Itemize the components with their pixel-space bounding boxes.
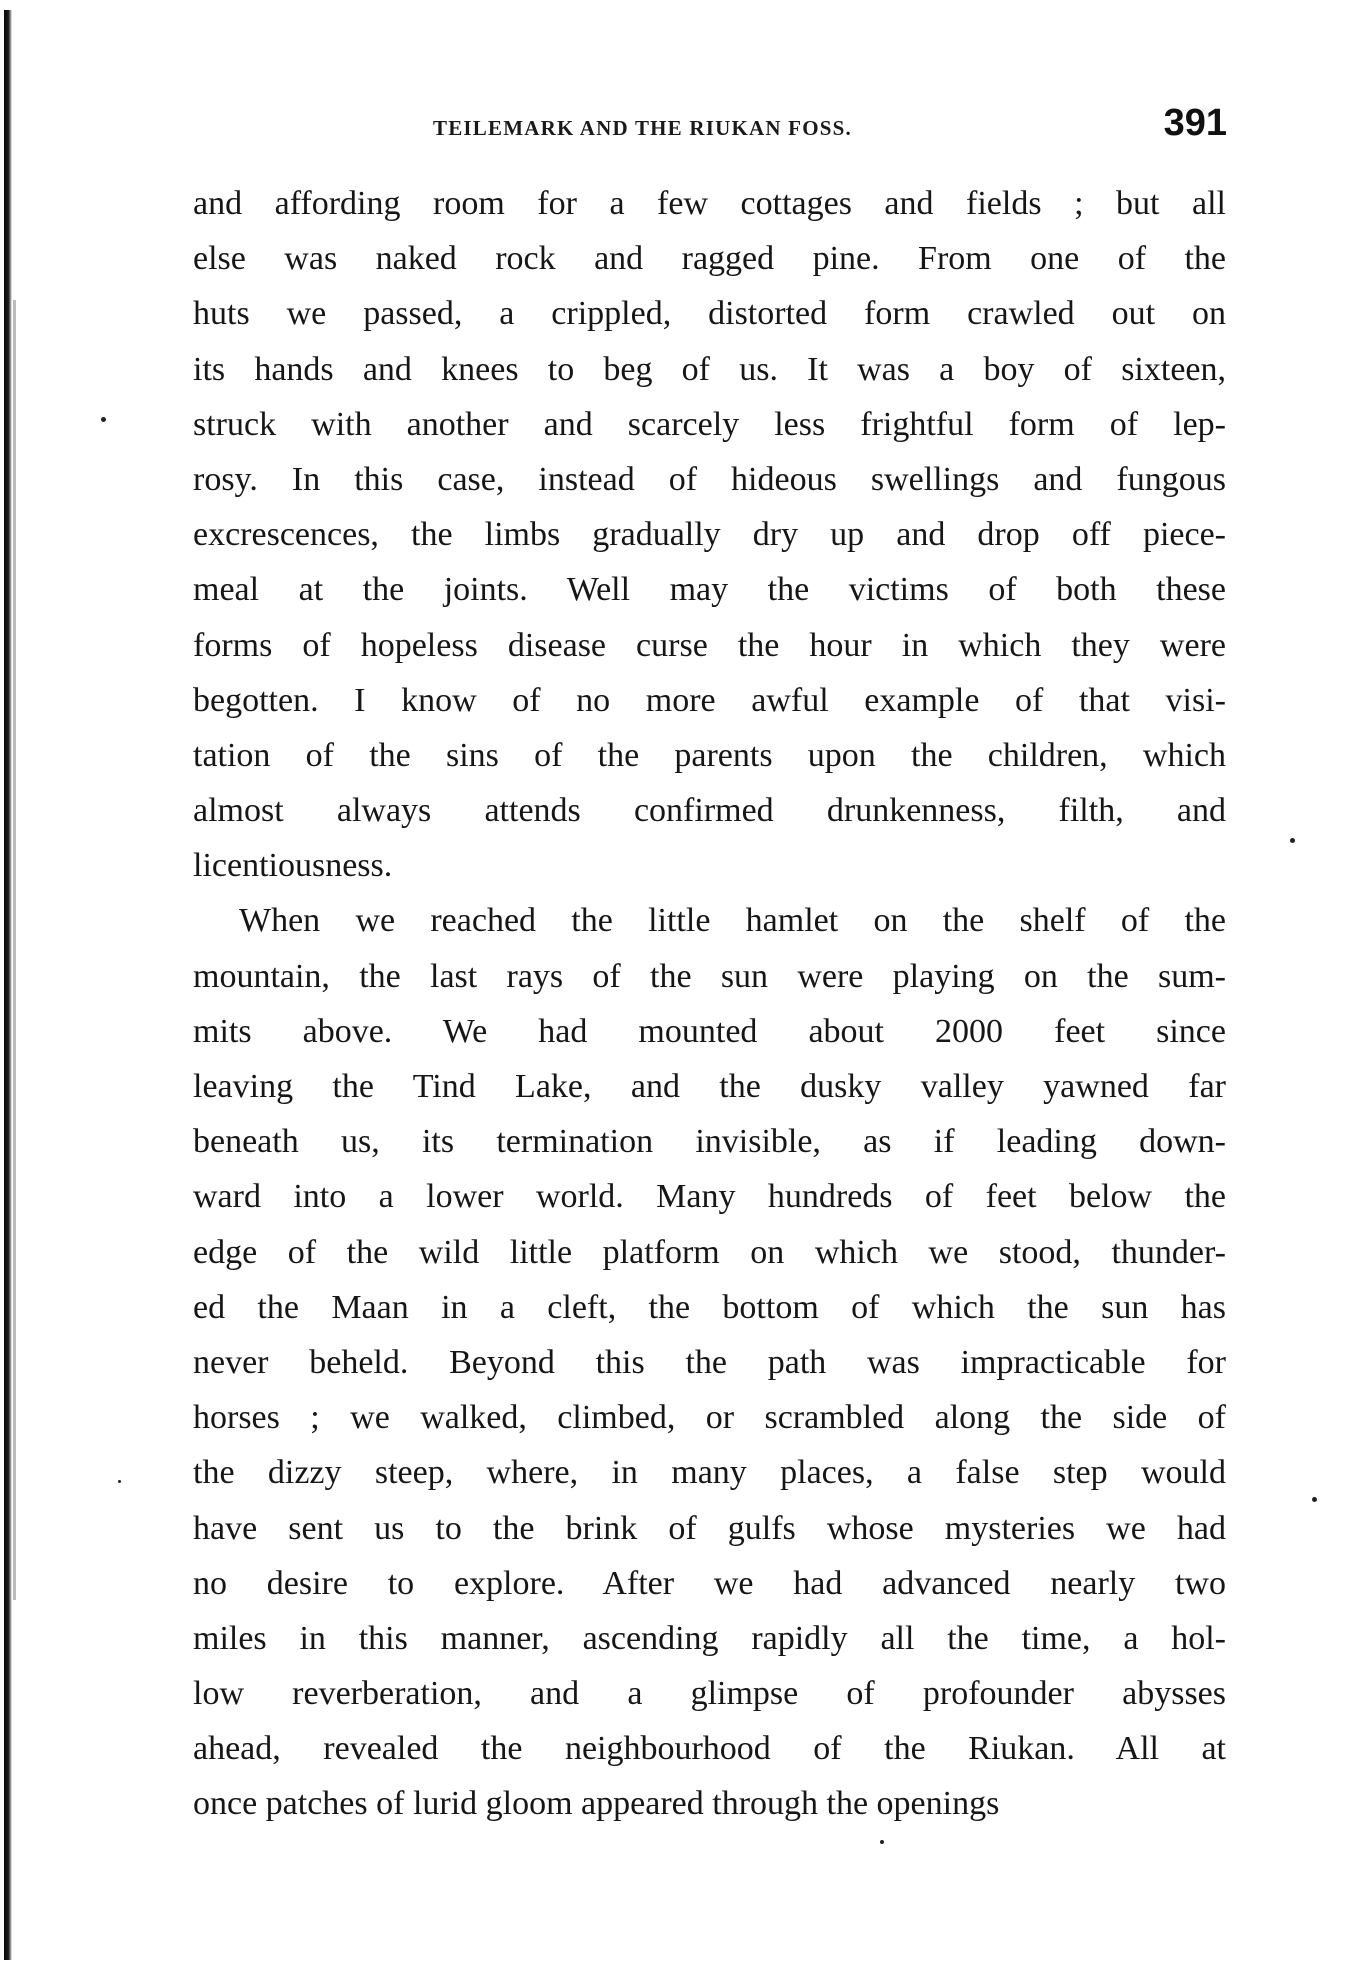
- text-line: struck with another and scarcely less frightful form of lep-: [193, 405, 1226, 443]
- text-line: meal at the joints. Well may the victims of both these: [193, 571, 1226, 609]
- page-number: 391: [1163, 102, 1227, 144]
- text-line: never beheld. Beyond this the path was impracticable for: [193, 1343, 1226, 1381]
- text-line: rosy. In this case, instead of hideous swellings and fungous: [193, 460, 1226, 498]
- text-line: excrescences, the limbs gradually dry up and drop off piece-: [193, 516, 1226, 554]
- text-line: horses ; we walked, climbed, or scrambled along the side of: [193, 1399, 1226, 1437]
- print-speck: [1290, 838, 1295, 843]
- text-line: mountain, the last rays of the sun were playing on the sum-: [193, 957, 1226, 995]
- text-line: its hands and knees to beg of us. It was a boy of sixteen,: [193, 350, 1226, 388]
- print-speck: [1312, 1497, 1317, 1502]
- text-line: no desire to explore. After we had advanced nearly two: [193, 1564, 1226, 1602]
- text-line: and affording room for a few cottages and fields ; but all: [193, 185, 1226, 222]
- text-line: leaving the Tind Lake, and the dusky valley yawned far: [193, 1068, 1226, 1105]
- text-line: ward into a lower world. Many hundreds of feet below the: [193, 1178, 1226, 1216]
- text-line: have sent us to the brink of gulfs whose mysteries we had: [193, 1509, 1226, 1547]
- text-line: ahead, revealed the neighbourhood of the Riukan. All at: [193, 1730, 1226, 1768]
- body-text: [193, 176, 1226, 1832]
- text-line: ed the Maan in a cleft, the bottom of which the sun has: [193, 1288, 1226, 1326]
- text-line: mits above. We had mounted about 2000 feet since: [193, 1012, 1226, 1050]
- running-head: TEILEMARK AND THE RIUKAN FOSS.: [433, 116, 852, 140]
- print-speck: [101, 417, 106, 422]
- text-line: almost always attends confirmed drunkenness, filth, and: [193, 792, 1226, 830]
- print-speck: [118, 1480, 121, 1483]
- text-line: licentiousness.: [193, 847, 393, 885]
- text-line: once patches of lurid gloom appeared through the openings: [193, 1785, 1000, 1823]
- binding-shadow: [13, 300, 16, 1600]
- text-line: begotten. I know of no more awful example of that visi-: [193, 681, 1226, 719]
- text-line: huts we passed, a crippled, distorted form crawled out on: [193, 295, 1226, 333]
- print-speck: [880, 1840, 884, 1844]
- text-line: beneath us, its termination invisible, as if leading down-: [193, 1123, 1226, 1161]
- binding-edge: [4, 10, 12, 1960]
- page-header: [195, 102, 1227, 152]
- text-line: miles in this manner, ascending rapidly all the time, a hol-: [193, 1619, 1226, 1657]
- text-line: else was naked rock and ragged pine. From one of the: [193, 240, 1226, 278]
- paragraph: [193, 176, 1226, 893]
- text-line: tation of the sins of the parents upon the children, which: [193, 736, 1226, 774]
- text-line: low reverberation, and a glimpse of profounder abysses: [193, 1675, 1226, 1713]
- text-line: forms of hopeless disease curse the hour in which they were: [193, 626, 1226, 664]
- text-line: the dizzy steep, where, in many places, a false step would: [193, 1454, 1226, 1492]
- text-line: edge of the wild little platform on which we stood, thunder-: [193, 1233, 1226, 1271]
- text-line: When we reached the little hamlet on the shelf of the: [239, 902, 1226, 940]
- paragraph: [193, 893, 1226, 1831]
